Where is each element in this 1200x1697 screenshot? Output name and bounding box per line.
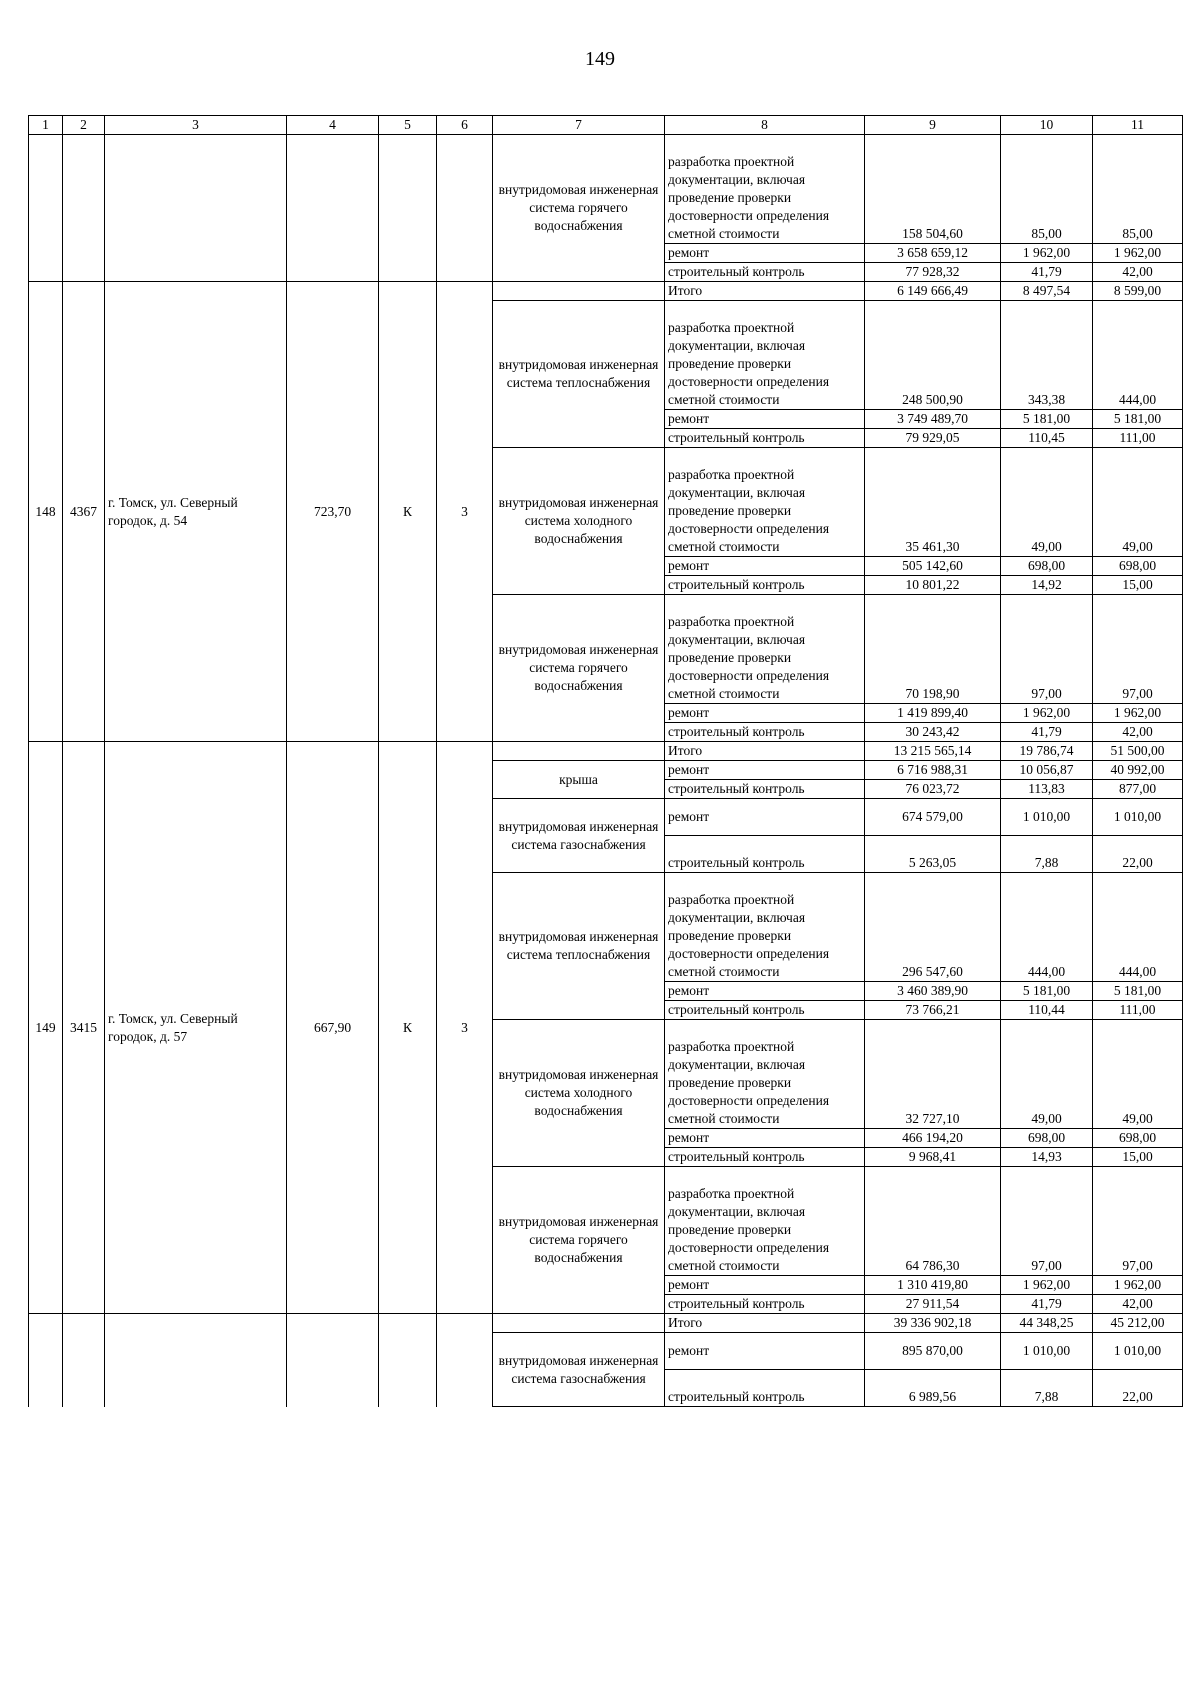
cost-cell: 1 419 899,40 [865,704,1001,723]
cost-cell: 674 579,00 [865,799,1001,836]
building-group: 3 [437,282,493,742]
work-type: ремонт [665,410,865,429]
system-name: внутридомовая инженерная система горячего водоснабжения [493,595,665,742]
col-header: 10 [1001,116,1093,135]
col-header: 8 [665,116,865,135]
work-type: ремонт [665,1333,865,1370]
limit-cost-cell: 1 010,00 [1093,1333,1183,1370]
total-limit-cost: 8 599,00 [1093,282,1183,301]
system-name: внутридомовая инженерная система газоснабжения [493,799,665,873]
limit-cost-cell: 22,00 [1093,836,1183,873]
total-unit-cost: 8 497,54 [1001,282,1093,301]
total-cost: 13 215 565,14 [865,742,1001,761]
unit-cost-cell: 41,79 [1001,1295,1093,1314]
cost-cell: 64 786,30 [865,1167,1001,1276]
cost-cell: 27 911,54 [865,1295,1001,1314]
cost-cell: 6 716 988,31 [865,761,1001,780]
system-name: внутридомовая инженерная система горячего водоснабжения [493,135,665,282]
system-name: внутридомовая инженерная система холодного водоснабжения [493,448,665,595]
total-label: Итого [665,1314,865,1333]
blank-cell [493,742,665,761]
limit-cost-cell: 5 181,00 [1093,410,1183,429]
table-row [29,282,1183,301]
work-type: разработка проектной документации, включая проведение проверки достоверности определения сметной стоимости [665,1167,865,1276]
col-header: 2 [63,116,105,135]
total-limit-cost: 45 212,00 [1093,1314,1183,1333]
work-type: строительный контроль [665,836,865,873]
cost-cell: 70 198,90 [865,595,1001,704]
work-type: ремонт [665,557,865,576]
unit-cost-cell: 1 010,00 [1001,1333,1093,1370]
system-name: внутридомовая инженерная система теплоснабжения [493,873,665,1020]
col-header: 5 [379,116,437,135]
page-number: 149 [585,48,615,70]
unit-cost-cell: 49,00 [1001,1020,1093,1129]
work-type: разработка проектной документации, включая проведение проверки достоверности определения сметной стоимости [665,595,865,704]
unit-cost-cell: 7,88 [1001,836,1093,873]
building-group: 3 [437,742,493,1314]
limit-cost-cell: 42,00 [1093,1295,1183,1314]
col-header: 3 [105,116,287,135]
work-type: ремонт [665,761,865,780]
cost-cell: 76 023,72 [865,780,1001,799]
total-cost: 6 149 666,49 [865,282,1001,301]
limit-cost-cell: 698,00 [1093,557,1183,576]
building-type: К [379,282,437,742]
building-id: 3415 [63,742,105,1314]
work-type: ремонт [665,244,865,263]
system-name: внутридомовая инженерная система холодного водоснабжения [493,1020,665,1167]
cost-cell: 10 801,22 [865,576,1001,595]
limit-cost-cell: 15,00 [1093,576,1183,595]
cost-cell: 30 243,42 [865,723,1001,742]
blank-cell [287,135,379,282]
limit-cost-cell: 40 992,00 [1093,761,1183,780]
cost-cell: 158 504,60 [865,135,1001,244]
limit-cost-cell: 42,00 [1093,723,1183,742]
blank-cell [493,282,665,301]
col-header: 11 [1093,116,1183,135]
building-address: г. Томск, ул. Северный городок, д. 54 [105,282,287,742]
total-limit-cost: 51 500,00 [1093,742,1183,761]
unit-cost-cell: 444,00 [1001,873,1093,982]
unit-cost-cell: 97,00 [1001,595,1093,704]
unit-cost-cell: 698,00 [1001,557,1093,576]
blank-cell [437,1314,493,1407]
limit-cost-cell: 97,00 [1093,595,1183,704]
col-header: 7 [493,116,665,135]
building-address: г. Томск, ул. Северный городок, д. 57 [105,742,287,1314]
limit-cost-cell: 111,00 [1093,1001,1183,1020]
limit-cost-cell: 1 010,00 [1093,799,1183,836]
table-row [29,135,1183,244]
capital-repair-table [28,115,1183,1407]
col-header: 6 [437,116,493,135]
limit-cost-cell: 698,00 [1093,1129,1183,1148]
unit-cost-cell: 110,44 [1001,1001,1093,1020]
blank-cell [287,1314,379,1407]
blank-cell [379,135,437,282]
limit-cost-cell: 97,00 [1093,1167,1183,1276]
blank-cell [63,135,105,282]
col-header: 4 [287,116,379,135]
building-id: 4367 [63,282,105,742]
unit-cost-cell: 49,00 [1001,448,1093,557]
unit-cost-cell: 110,45 [1001,429,1093,448]
unit-cost-cell: 5 181,00 [1001,982,1093,1001]
limit-cost-cell: 22,00 [1093,1370,1183,1407]
unit-cost-cell: 1 962,00 [1001,704,1093,723]
building-area: 723,70 [287,282,379,742]
unit-cost-cell: 5 181,00 [1001,410,1093,429]
unit-cost-cell: 698,00 [1001,1129,1093,1148]
col-header: 1 [29,116,63,135]
unit-cost-cell: 41,79 [1001,723,1093,742]
column-numbers-row [29,116,1183,135]
work-type: строительный контроль [665,1001,865,1020]
blank-cell [63,1314,105,1407]
work-type: строительный контроль [665,1295,865,1314]
blank-cell [105,135,287,282]
cost-cell: 3 658 659,12 [865,244,1001,263]
limit-cost-cell: 85,00 [1093,135,1183,244]
total-cost: 39 336 902,18 [865,1314,1001,1333]
cost-cell: 296 547,60 [865,873,1001,982]
work-type: разработка проектной документации, включая проведение проверки достоверности определения сметной стоимости [665,448,865,557]
cost-cell: 895 870,00 [865,1333,1001,1370]
system-name: внутридомовая инженерная система газоснабжения [493,1333,665,1407]
limit-cost-cell: 444,00 [1093,301,1183,410]
work-type: строительный контроль [665,1370,865,1407]
work-type: строительный контроль [665,780,865,799]
work-type: строительный контроль [665,1148,865,1167]
unit-cost-cell: 1 962,00 [1001,1276,1093,1295]
work-type: строительный контроль [665,429,865,448]
cost-cell: 9 968,41 [865,1148,1001,1167]
unit-cost-cell: 343,38 [1001,301,1093,410]
blank-cell [29,135,63,282]
work-type: строительный контроль [665,576,865,595]
work-type: разработка проектной документации, включая проведение проверки достоверности определения сметной стоимости [665,873,865,982]
limit-cost-cell: 42,00 [1093,263,1183,282]
limit-cost-cell: 15,00 [1093,1148,1183,1167]
cost-cell: 3 749 489,70 [865,410,1001,429]
unit-cost-cell: 97,00 [1001,1167,1093,1276]
system-name: внутридомовая инженерная система теплоснабжения [493,301,665,448]
work-type: строительный контроль [665,263,865,282]
blank-cell [437,135,493,282]
work-type: разработка проектной документации, включая проведение проверки достоверности определения сметной стоимости [665,1020,865,1129]
limit-cost-cell: 49,00 [1093,1020,1183,1129]
limit-cost-cell: 1 962,00 [1093,1276,1183,1295]
cost-cell: 466 194,20 [865,1129,1001,1148]
unit-cost-cell: 7,88 [1001,1370,1093,1407]
work-type: ремонт [665,704,865,723]
blank-cell [29,1314,63,1407]
cost-cell: 248 500,90 [865,301,1001,410]
total-label: Итого [665,742,865,761]
limit-cost-cell: 5 181,00 [1093,982,1183,1001]
row-number: 148 [29,282,63,742]
unit-cost-cell: 10 056,87 [1001,761,1093,780]
cost-cell: 6 989,56 [865,1370,1001,1407]
unit-cost-cell: 1 010,00 [1001,799,1093,836]
blank-cell [379,1314,437,1407]
work-type: ремонт [665,982,865,1001]
cost-cell: 505 142,60 [865,557,1001,576]
cost-cell: 73 766,21 [865,1001,1001,1020]
cost-cell: 35 461,30 [865,448,1001,557]
unit-cost-cell: 113,83 [1001,780,1093,799]
limit-cost-cell: 111,00 [1093,429,1183,448]
limit-cost-cell: 49,00 [1093,448,1183,557]
cost-cell: 1 310 419,80 [865,1276,1001,1295]
work-type: ремонт [665,799,865,836]
unit-cost-cell: 14,93 [1001,1148,1093,1167]
total-unit-cost: 44 348,25 [1001,1314,1093,1333]
total-unit-cost: 19 786,74 [1001,742,1093,761]
table-row [29,1314,1183,1333]
cost-cell: 79 929,05 [865,429,1001,448]
cost-cell: 32 727,10 [865,1020,1001,1129]
row-number: 149 [29,742,63,1314]
system-name: внутридомовая инженерная система горячего водоснабжения [493,1167,665,1314]
system-name: крыша [493,761,665,799]
building-area: 667,90 [287,742,379,1314]
work-type: ремонт [665,1276,865,1295]
limit-cost-cell: 877,00 [1093,780,1183,799]
cost-cell: 77 928,32 [865,263,1001,282]
unit-cost-cell: 14,92 [1001,576,1093,595]
building-type: К [379,742,437,1314]
cost-cell: 5 263,05 [865,836,1001,873]
unit-cost-cell: 41,79 [1001,263,1093,282]
cost-cell: 3 460 389,90 [865,982,1001,1001]
work-type: разработка проектной документации, включая проведение проверки достоверности определения сметной стоимости [665,135,865,244]
limit-cost-cell: 444,00 [1093,873,1183,982]
limit-cost-cell: 1 962,00 [1093,244,1183,263]
table-row [29,742,1183,761]
col-header: 9 [865,116,1001,135]
work-type: разработка проектной документации, включая проведение проверки достоверности определения сметной стоимости [665,301,865,410]
work-type: ремонт [665,1129,865,1148]
blank-cell [105,1314,287,1407]
limit-cost-cell: 1 962,00 [1093,704,1183,723]
unit-cost-cell: 85,00 [1001,135,1093,244]
blank-cell [493,1314,665,1333]
total-label: Итого [665,282,865,301]
work-type: строительный контроль [665,723,865,742]
unit-cost-cell: 1 962,00 [1001,244,1093,263]
